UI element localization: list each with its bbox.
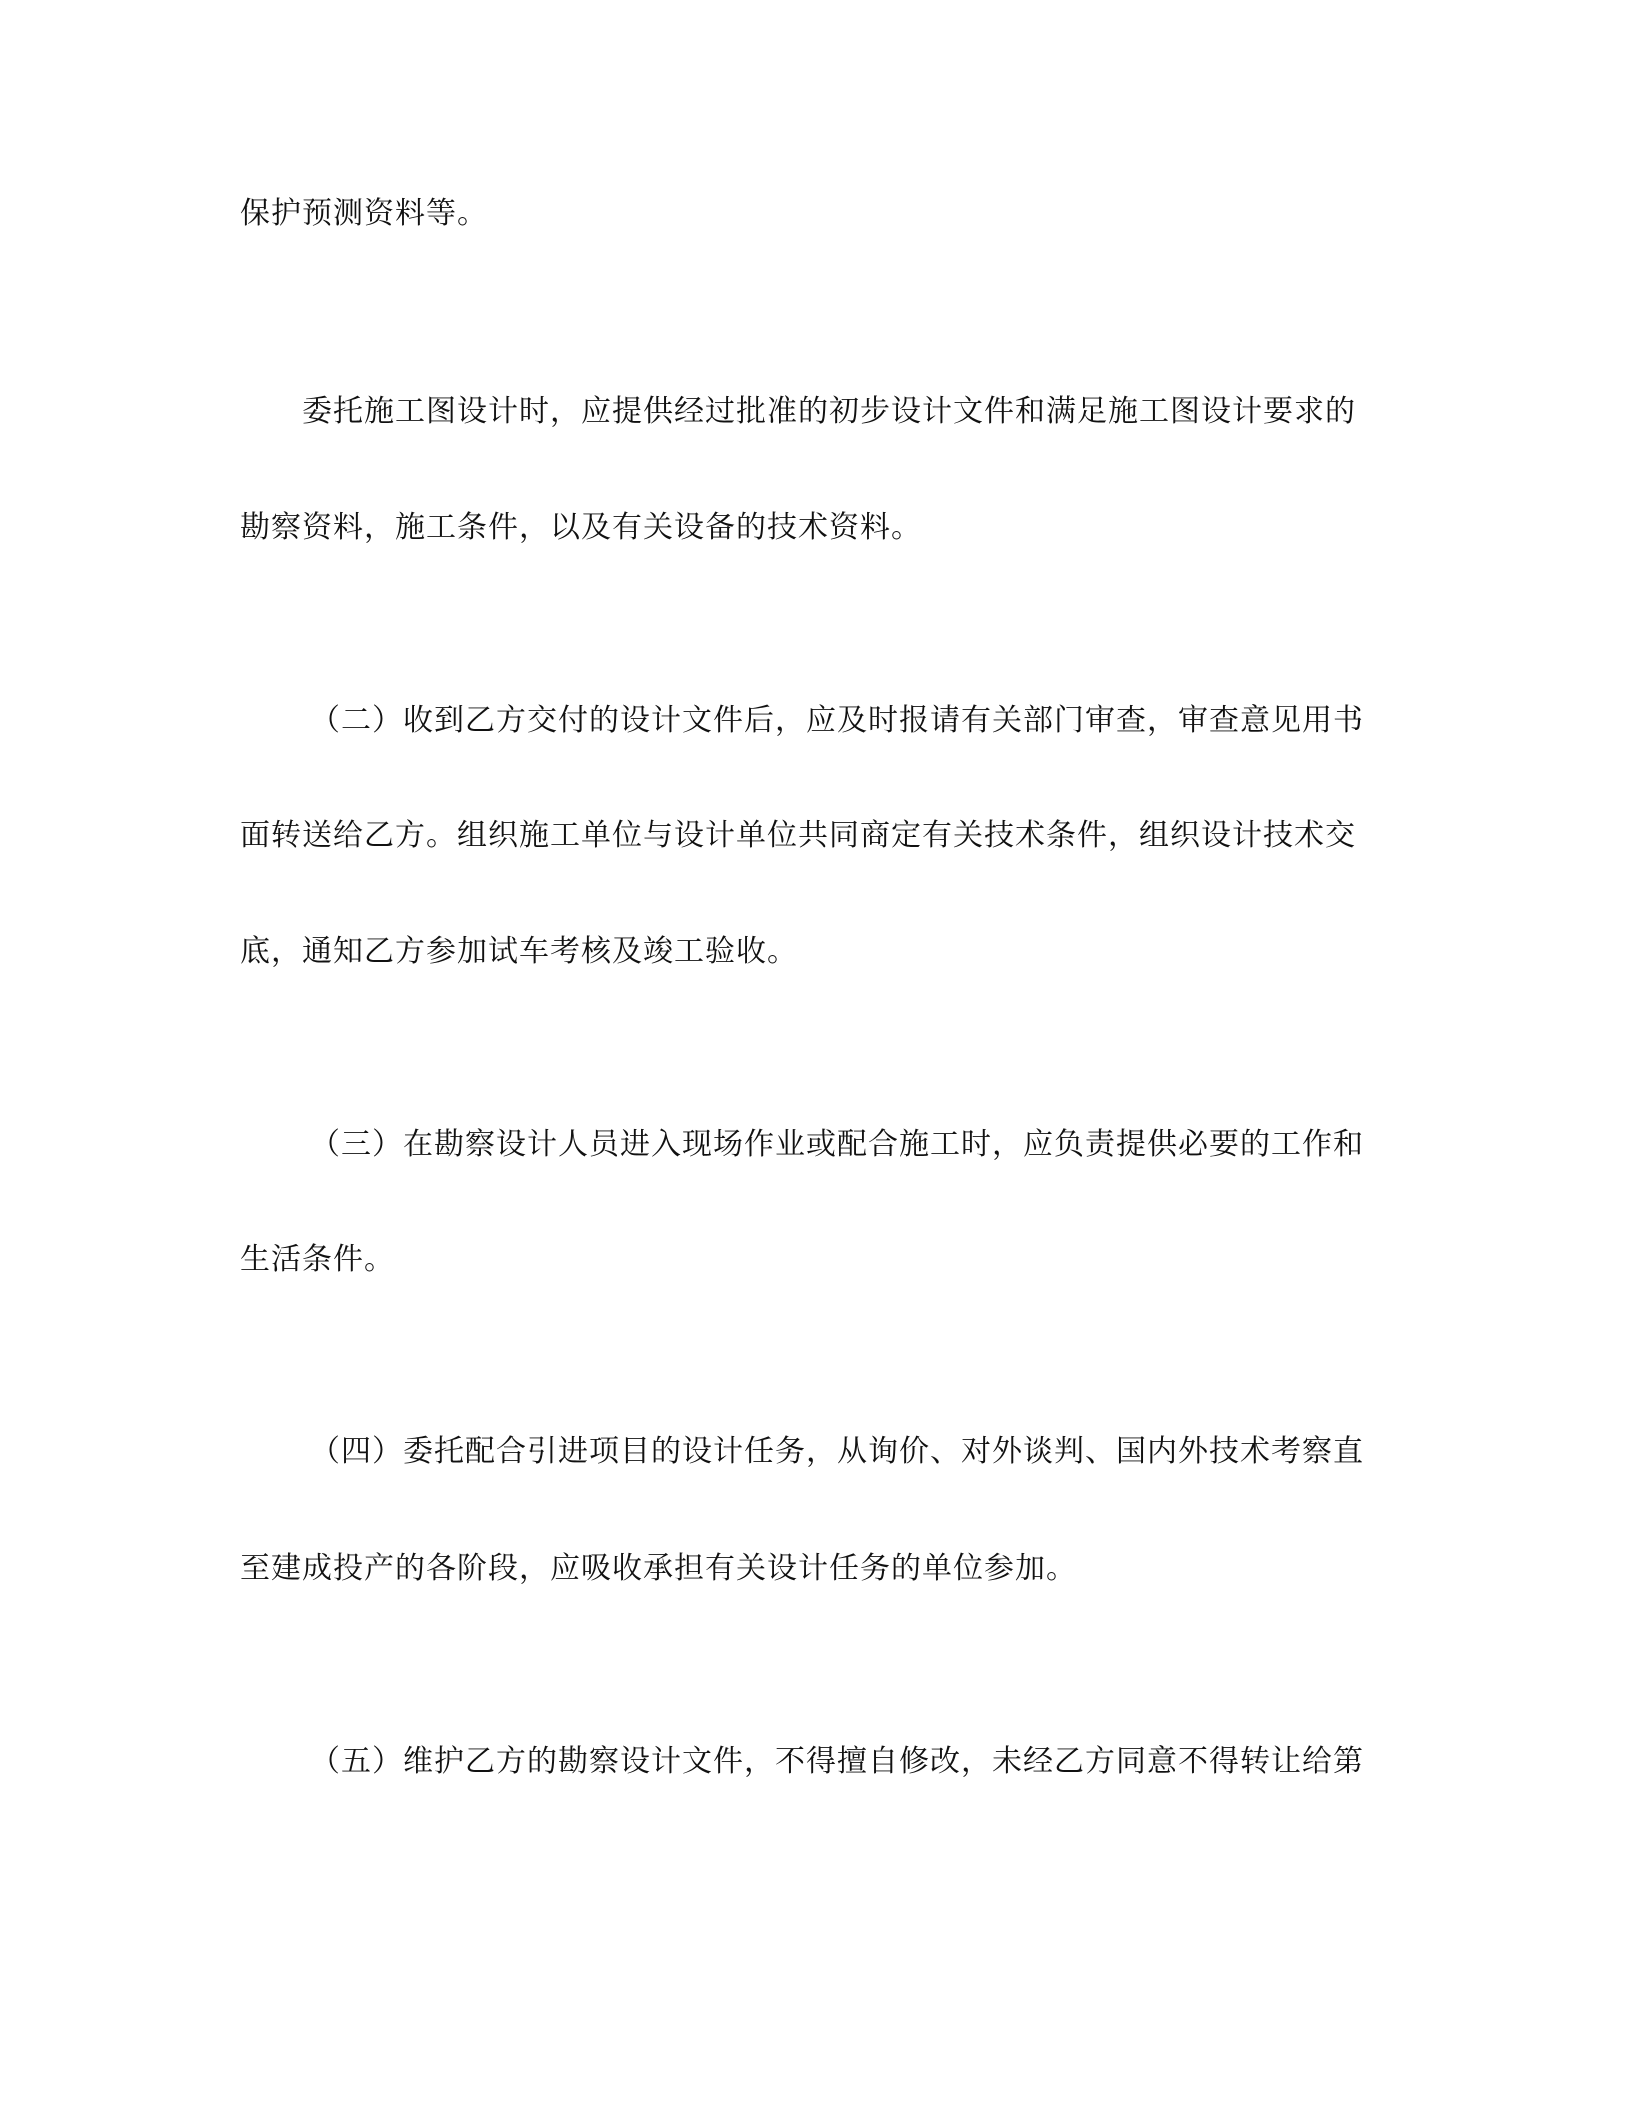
text-line: 至建成投产的各阶段，应吸收承担有关设计任务的单位参加。 (240, 1551, 1077, 1586)
paragraph-start-line: （四）委托配合引进项目的设计任务，从询价、对外谈判、国内外技术考察直 (310, 1434, 1364, 1469)
paragraph-start-line: 委托施工图设计时，应提供经过批准的初步设计文件和满足施工图设计要求的 (302, 394, 1356, 429)
paragraph-start-line: （二）收到乙方交付的设计文件后，应及时报请有关部门审查，审查意见用书 (310, 703, 1364, 738)
text-line: 保护预测资料等。 (240, 196, 488, 231)
text-line: 面转送给乙方。组织施工单位与设计单位共同商定有关技术条件，组织设计技术交 (240, 818, 1356, 853)
text-line: 生活条件。 (240, 1242, 395, 1277)
paragraph-start-line: （五）维护乙方的勘察设计文件，不得擅自修改，未经乙方同意不得转让给第 (310, 1744, 1364, 1779)
text-line: 底，通知乙方参加试车考核及竣工验收。 (240, 934, 798, 969)
text-line: 勘察资料，施工条件，以及有关设备的技术资料。 (240, 510, 922, 545)
paragraph-start-line: （三）在勘察设计人员进入现场作业或配合施工时，应负责提供必要的工作和 (310, 1127, 1364, 1162)
